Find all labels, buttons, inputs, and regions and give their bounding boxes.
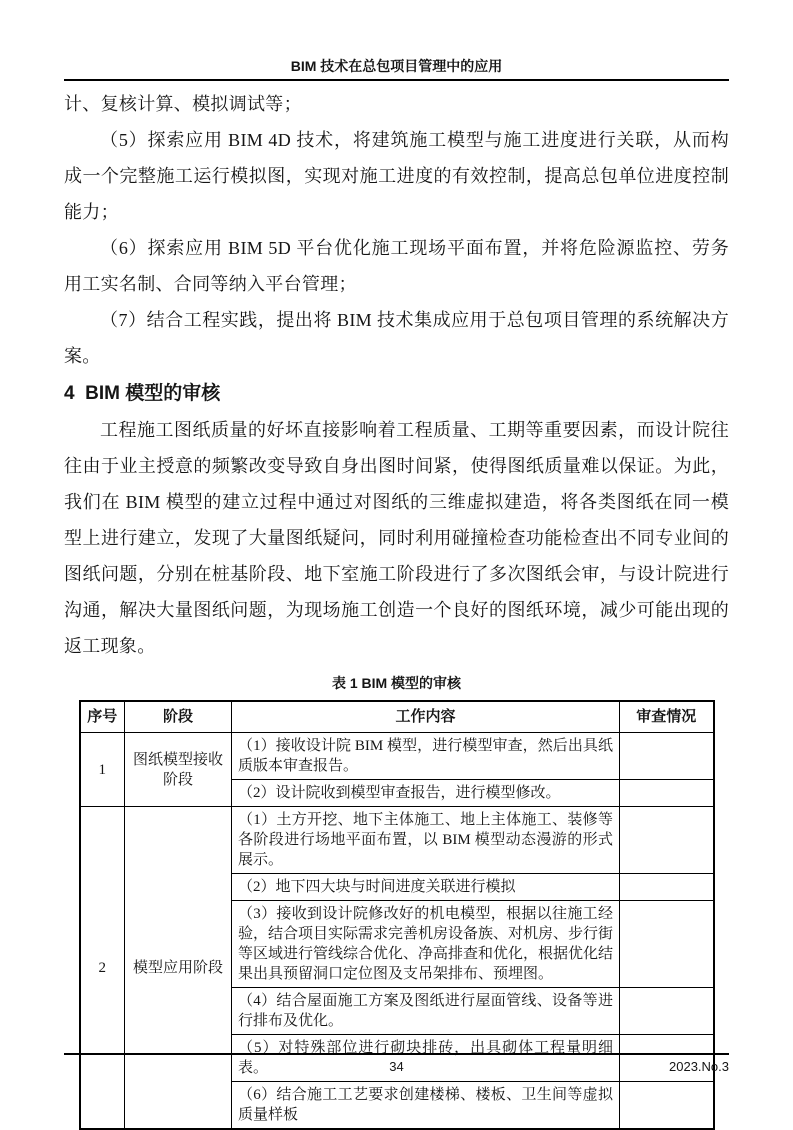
col-header-work: 工作内容: [232, 701, 620, 733]
work-item-cell: （3）接收到设计院修改好的机电模型，根据以往施工经验，结合项目实际需求完善机房设备族、对机房、步行街等区域进行管线综合优化、净高排查和优化，根据优化结果出具预留洞口定位图及支吊架排布、预埋图。: [232, 901, 620, 988]
table-row: [80, 733, 714, 780]
work-item-cell: （1）土方开挖、地下主体施工、地上主体施工、装修等各阶段进行场地平面布置，以 BIM 模型动态漫游的形式展示。: [232, 807, 620, 874]
col-header-stage: 阶段: [125, 701, 232, 733]
section-body-paragraph: 工程施工图纸质量的好坏直接影响着工程质量、工期等重要因素，而设计院往往由于业主授意的频繁改变导致自身出图时间紧，使得图纸质量难以保证。为此，我们在 BIM 模型的建立过程中通过对图纸的三维虚拟建造，将各类图纸在同一模型上进行建立，发现了大量图纸疑问，同时利用碰撞检查功能检查出不同专业间的图纸问题，分别在桩基阶段、地下室施工阶段进行了多次图纸会审，与设计院进行沟通，解决大量图纸问题，为现场施工创造一个良好的图纸环境，减少可能出现的返工现象。: [64, 420, 729, 656]
work-item-cell: （5）对特殊部位进行砌块排砖，出具砌体工程量明细表。: [232, 1035, 620, 1082]
seq-cell: 2: [80, 807, 125, 1130]
review-cell: [620, 874, 714, 901]
col-header-seq: 序号: [80, 701, 125, 733]
review-cell: [620, 807, 714, 874]
issue-number: 2023.No.3: [669, 1059, 729, 1074]
table-caption: 表 1 BIM 模型的审核: [331, 675, 462, 691]
page-footer: [64, 1053, 729, 1085]
work-item-cell: （6）结合施工工艺要求创建楼梯、楼板、卫生间等虚拟质量样板: [232, 1082, 620, 1130]
work-item-cell: （2）地下四大块与时间进度关联进行模拟: [232, 874, 620, 901]
seq-cell: 1: [80, 733, 125, 807]
page-content: [64, 0, 729, 1130]
col-header-review: 审查情况: [620, 701, 714, 733]
work-item-cell: （2）设计院收到模型审查报告，进行模型修改。: [232, 780, 620, 807]
section-heading: 4 BIM 模型的审核: [64, 383, 221, 404]
running-header-title: BIM 技术在总包项目管理中的应用: [64, 57, 729, 81]
paragraph-item7: （7）结合工程实践，提出将 BIM 技术集成应用于总包项目管理的系统解决方案。: [64, 310, 729, 366]
body-text-block: [64, 86, 729, 664]
work-item-cell: （1）接收设计院 BIM 模型，进行模型审查，然后出具纸质版本审查报告。: [232, 733, 620, 780]
review-cell: [620, 988, 714, 1035]
review-cell: [620, 780, 714, 807]
page-number: 34: [389, 1059, 404, 1074]
table-header-row: [80, 701, 714, 733]
paragraph-item5: （5）探索应用 BIM 4D 技术，将建筑施工模型与施工进度进行关联，从而构成一个完整施工运行模拟图，实现对施工进度的有效控制，提高总包单位进度控制能力；: [64, 130, 729, 222]
stage-cell: 模型应用阶段: [125, 807, 232, 1130]
stage-cell: 图纸模型接收阶段: [125, 733, 232, 807]
table-row: [80, 807, 714, 874]
review-cell: [620, 733, 714, 780]
review-cell: [620, 901, 714, 988]
paragraph-item6: （6）探索应用 BIM 5D 平台优化施工现场平面布置，并将危险源监控、劳务用工实名制、合同等纳入平台管理；: [64, 238, 729, 294]
paragraph-continuation: 计、复核计算、模拟调试等；: [64, 94, 302, 114]
work-item-cell: （4）结合屋面施工方案及图纸进行屋面管线、设备等进行排布及优化。: [232, 988, 620, 1035]
